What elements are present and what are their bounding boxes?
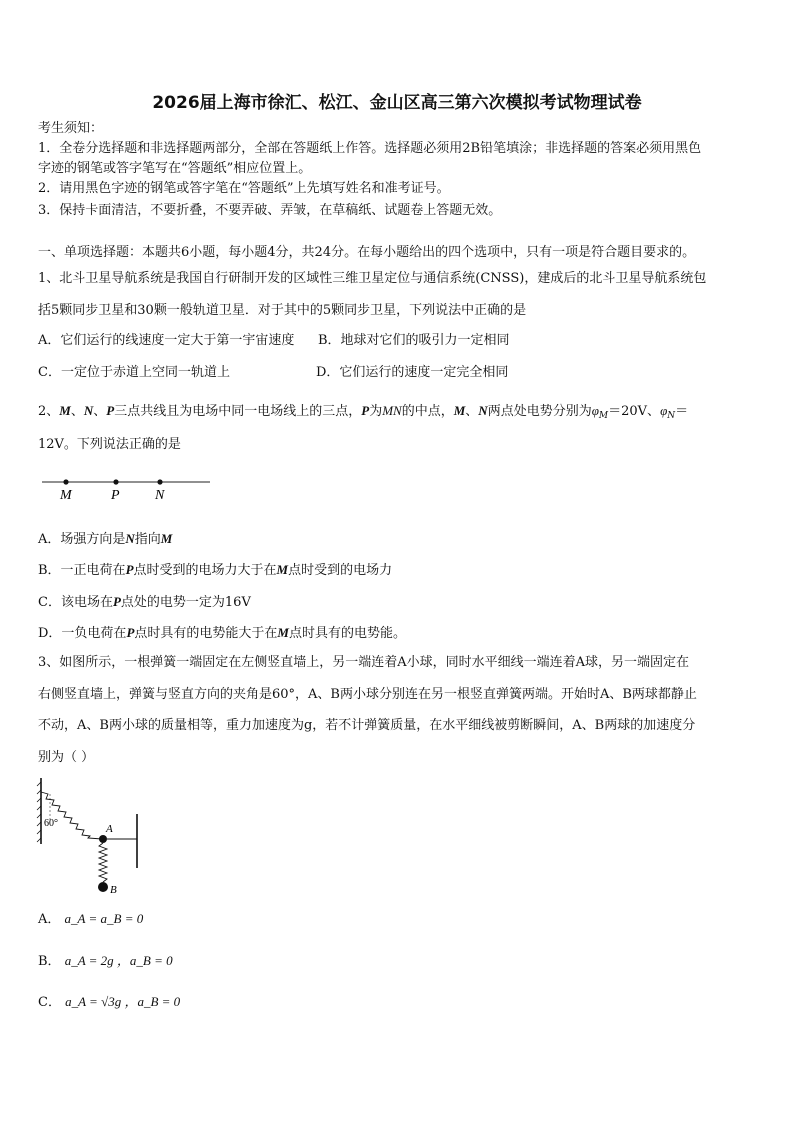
q2-stem-line1: 2、M、N、P三点共线且为电场中同一电场线上的三点，P为MN的中点，M、N两点处电势分别为$\varphi_M=20V$、$\varphi_N=$ (38, 403, 689, 421)
point-m-label: M (60, 488, 72, 503)
q3-option-c: C． a_A = √3g ，a_B = 0 (38, 994, 181, 1010)
notice-heading: 考生须知： (38, 121, 104, 136)
notice-item: 2．请用黑色字迹的钢笔或答字笔在“答题纸”上先填写姓名和准考证号。 (38, 181, 450, 196)
ball-a-label: A (106, 823, 113, 835)
point-p-dot (113, 479, 118, 484)
section-heading: 一、单项选择题：本题共6小题，每小题4分，共24分。在每小题给出的四个选项中，只有一项是符合题目要求的。 (38, 245, 696, 260)
electric-field-line-figure (40, 470, 215, 504)
q1-option-b: B．地球对它们的吸引力一定相同 (318, 333, 510, 348)
q3-option-b-formula: a_A = 2g ，a_B = 0 (64, 953, 173, 968)
q2-option-c: C．该电场在P点处的电势一定为16V (38, 594, 251, 610)
q3-stem-line4: 别为（ ） (38, 750, 95, 765)
q3-option-a-formula: a_A = a_B = 0 (64, 911, 144, 926)
q1-option-c: C．一定位于赤道上空同一轨道上 (38, 365, 230, 380)
ball-a (99, 835, 107, 843)
q3-stem-line3: 不动，A、B两小球的质量相等，重力加速度为g，若不计弹簧质量，在水平细线被剪断瞬间，A、B两球的加速度分 (38, 718, 696, 733)
page-title: 2026届上海市徐汇、松江、金山区高三第六次模拟考试物理试卷 (152, 93, 642, 113)
q3-option-c-formula: a_A = √3g ，a_B = 0 (65, 994, 181, 1009)
q3-stem-line2: 右侧竖直墙上，弹簧与竖直方向的夹角是60°，A、B两小球分别连在另一根竖直弹簧两端。开始时A、B两球都静止 (38, 687, 697, 702)
ball-b (98, 882, 108, 892)
notice-item: 1．全卷分选择题和非选择题两部分，全部在答题纸上作答。选择题必须用2B铅笔填涂；非选择题的答案必须用黑色 (38, 141, 702, 156)
point-p-label: P (111, 488, 120, 503)
point-n-label: N (155, 488, 165, 503)
notice-item: 3．保持卡面清洁，不要折叠，不要弄破、弄皱，在草稿纸、试题卷上答题无效。 (38, 203, 502, 218)
q3-option-a: A． a_A = a_B = 0 (38, 911, 144, 927)
q1-option-d: D．它们运行的速度一定完全相同 (316, 365, 509, 380)
angle-label: 60° (44, 818, 58, 829)
q2-option-a: A．场强方向是N指向M (38, 531, 173, 547)
q1-option-a: A．它们运行的线速度一定大于第一宇宙速度 (38, 333, 295, 348)
notice-item: 字迹的钢笔或答字笔写在“答题纸”相应位置上。 (38, 161, 312, 176)
q1-stem-line2: 括5颗同步卫星和30颗一般轨道卫星．对于其中的5颗同步卫星，下列说法中正确的是 (38, 303, 527, 318)
q2-stem-line2: 12V。下列说法正确的是 (38, 437, 181, 452)
point-m-dot (63, 479, 68, 484)
q3-option-b: B． a_A = 2g ，a_B = 0 (38, 953, 173, 969)
q1-stem-line1: 1、北斗卫星导航系统是我国自行研制开发的区域性三维卫星定位与通信系统(CNSS)，建成后的北斗卫星导航系统包 (38, 271, 707, 286)
spring-ball-figure (36, 776, 148, 898)
ball-b-label: B (110, 884, 117, 896)
point-n-dot (157, 479, 162, 484)
vertical-spring (99, 843, 107, 882)
q3-stem-line1: 3、如图所示，一根弹簧一端固定在左侧竖直墙上，另一端连着A小球，同时水平细线一端连着A球，另一端固定在 (38, 655, 690, 670)
q2-option-d: D．一负电荷在P点时具有的电势能大于在M点时具有的电势能。 (38, 625, 406, 641)
q2-option-b: B．一正电荷在P点时受到的电场力大于在M点时受到的电场力 (38, 562, 393, 578)
